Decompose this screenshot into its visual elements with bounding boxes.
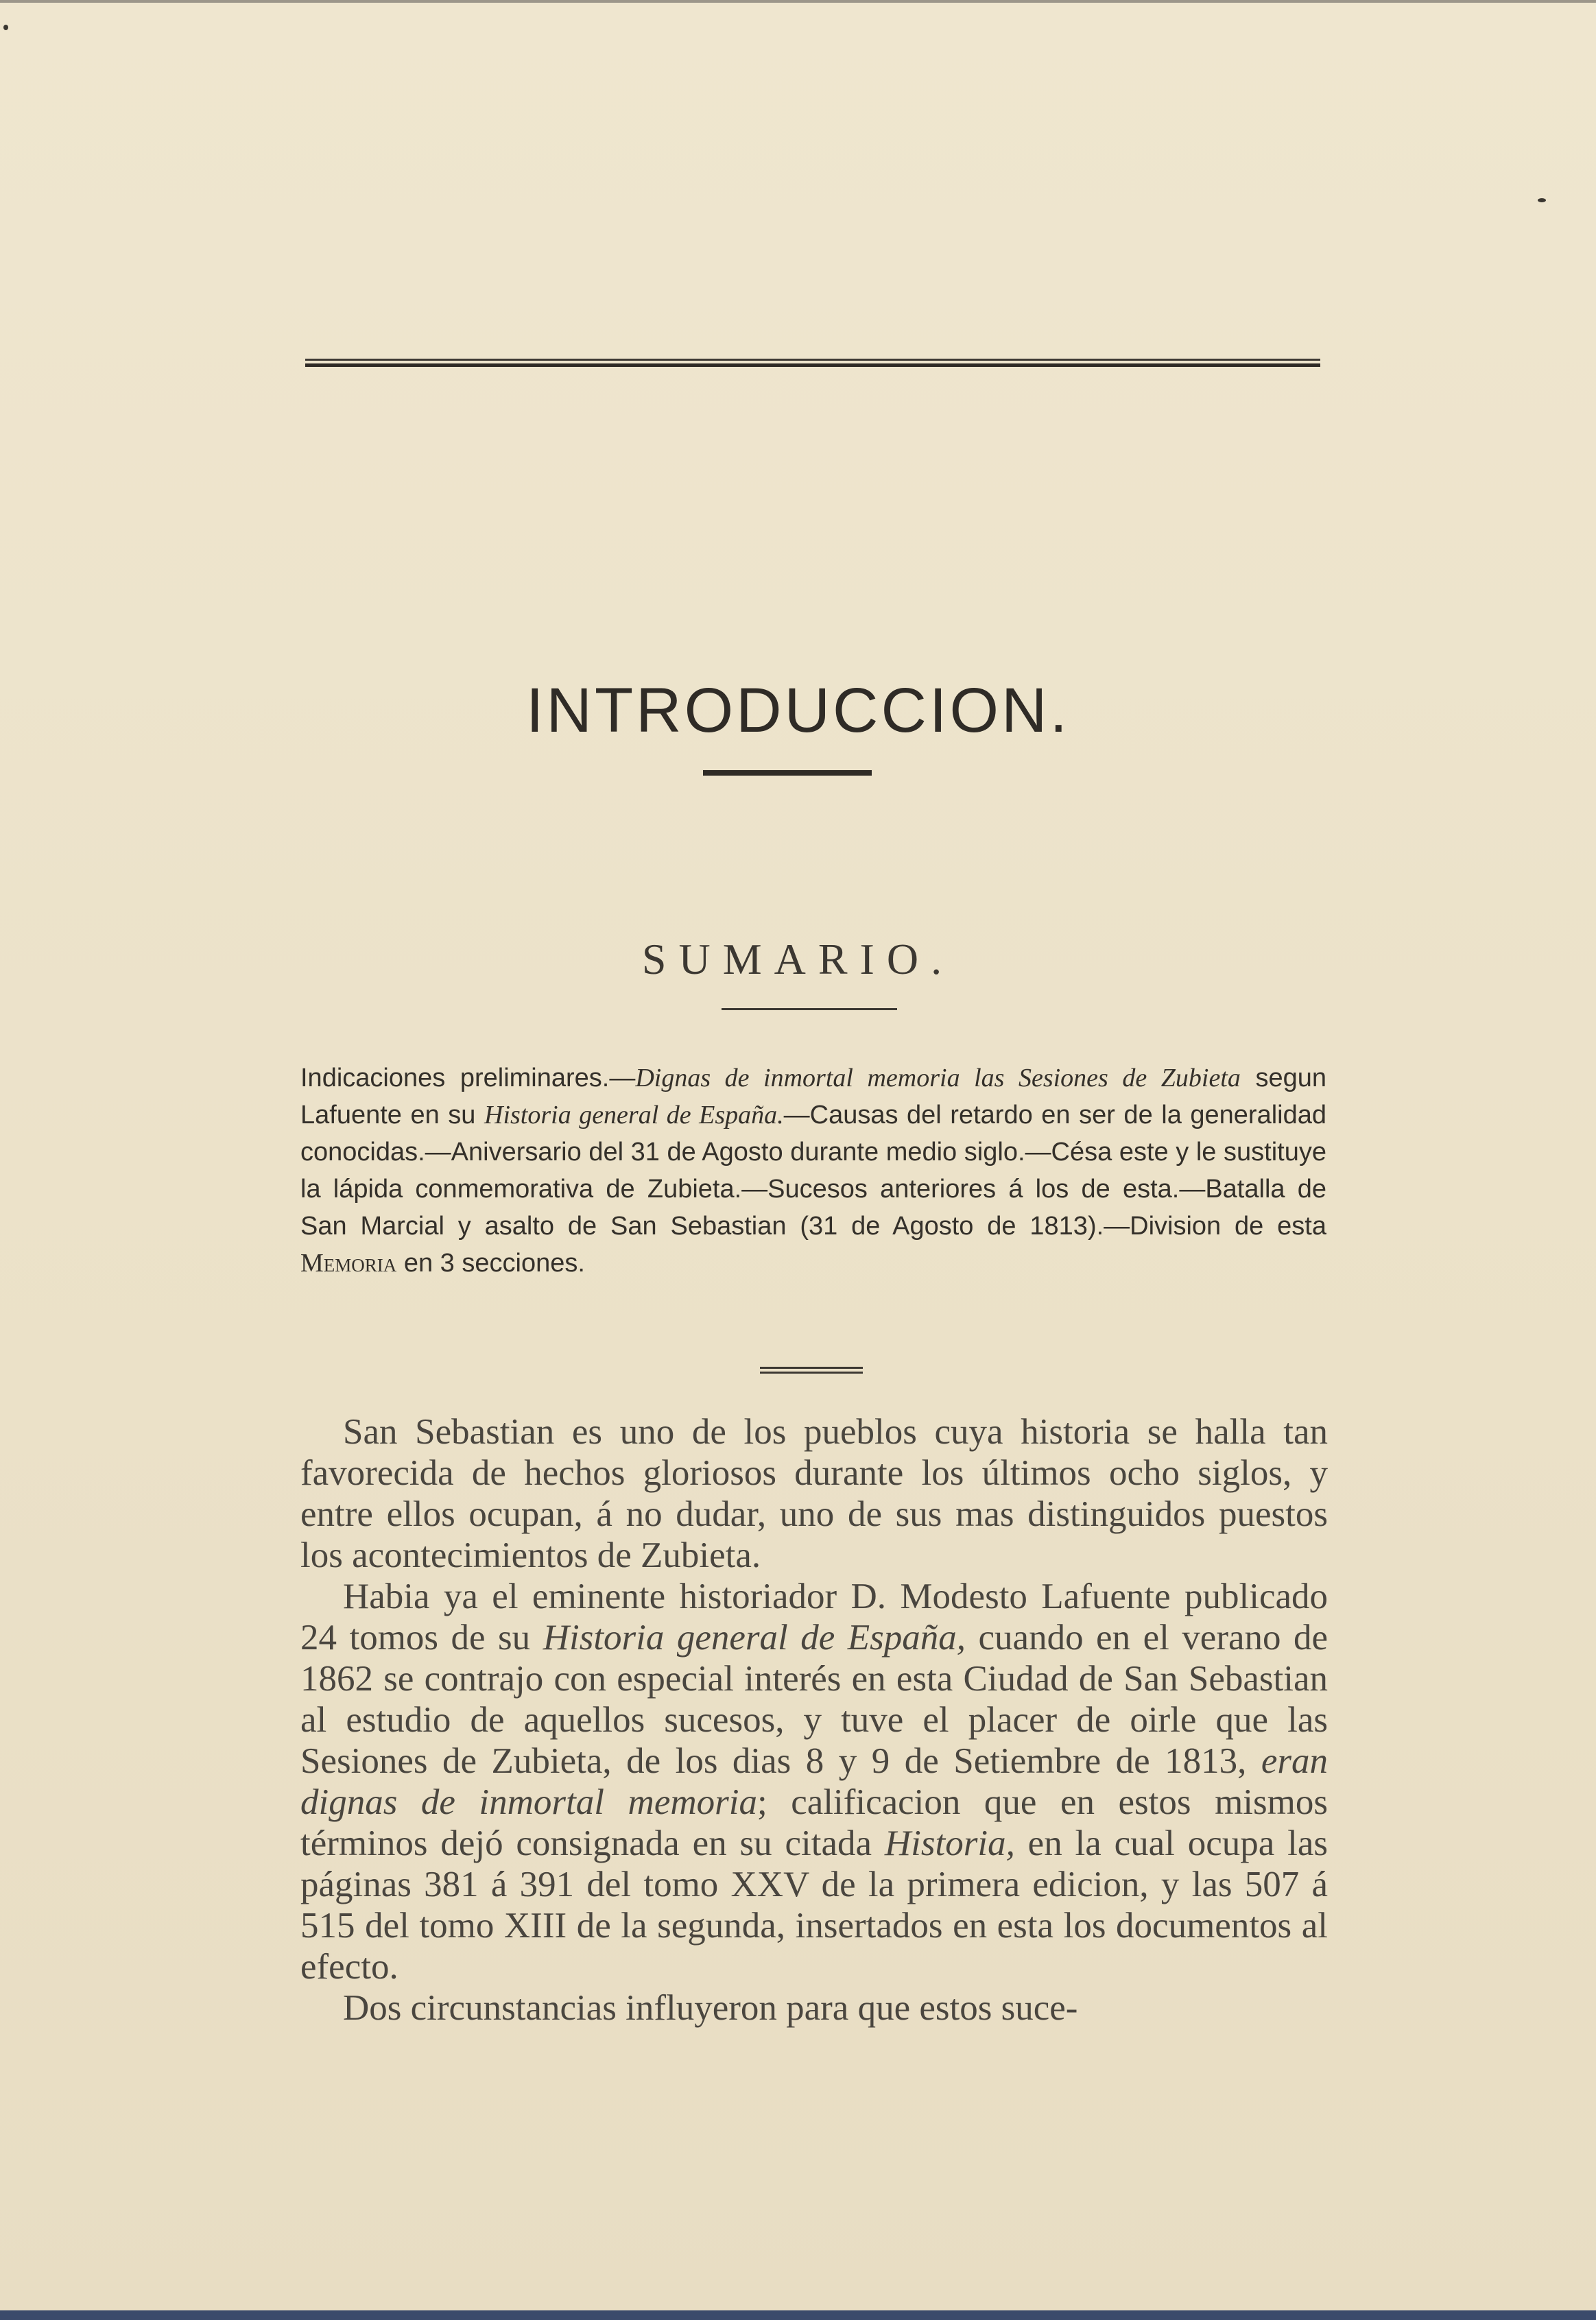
summary-italic-text: Dignas de inmortal memoria las Sesiones de Zubieta (635, 1064, 1241, 1092)
sumario-underline (722, 1008, 897, 1010)
divider-line (760, 1372, 863, 1374)
body-text (300, 1411, 1328, 2029)
body-text-run: Habia ya el eminente historiador D. Modesto Lafuente publicado 24 tomos de su (300, 1577, 1328, 1658)
page-title: INTRODUCCION. (525, 675, 1071, 745)
body-text-run: ; calificacion que en estos mismos términos dejó consignada en su citada (300, 1782, 1328, 1863)
body-text-run: cuando en el verano de 1862 se contrajo con especial interés en esta Ciudad de San Sebastian al estudio de aquellos sucesos, y tuve el placer de oirle que las Sesiones de Zubieta, de los dias 8 y 9 de Setiembre de 1813, (300, 1618, 1329, 1781)
header-rule-thin (305, 359, 1320, 361)
page-top-edge (0, 0, 1596, 3)
ink-speck (3, 25, 8, 30)
section-divider (760, 1367, 863, 1374)
summary-text: segun Lafuente en su (300, 1064, 1326, 1129)
summary-paragraph (300, 1060, 1326, 1282)
body-text-run: en la cual ocupa las páginas 381 á 391 del tomo XXV de la primera edicion, y las 507 á 515 del tomo XIII de la segunda, insertados en esta los documentos al efecto. (300, 1823, 1329, 1987)
sumario-heading: SUMARIO. (641, 935, 955, 983)
header-double-rule (305, 359, 1320, 367)
divider-line (760, 1367, 863, 1369)
body-paragraph: San Sebastian es uno de los pueblos cuya historia se halla tan favorecida de hechos gloriosos durante los últimos ocho siglos, y entre ellos ocupan, á no dudar, uno de sus mas distinguidos puestos los acontecimientos de Zubieta. (300, 1412, 1328, 1575)
title-underline (703, 770, 872, 776)
body-italic-run: eran dignas de inmortal memoria (300, 1741, 1328, 1822)
summary-text: Indicaciones preliminares.— (300, 1064, 636, 1092)
body-italic-run: Historia, (884, 1823, 1015, 1863)
ink-speck (1538, 198, 1546, 202)
page-bottom-edge (0, 2310, 1596, 2320)
body-paragraph: Dos circunstancias influyeron para que estos suce- (343, 1988, 1078, 2028)
header-rule-thick (305, 363, 1320, 367)
summary-italic-text: Historia general de España. (484, 1101, 784, 1129)
summary-smallcaps-text: Memoria (300, 1249, 397, 1278)
summary-text: en 3 secciones. (396, 1249, 585, 1278)
body-italic-run: Historia general de España, (543, 1618, 966, 1658)
body-paragraph (300, 1576, 1328, 1987)
summary-text: —Causas del retardo en ser de la generalidad conocidas.—Aniversario del 31 de Agosto durante medio siglo.—Césa este y le sustituye la lápida conmemorativa de Zubieta.—Sucesos anteriores á los de esta.—Batalla de San Marcial y asalto de San Sebastian (31 de Agosto de 1813).—Division de esta (300, 1101, 1326, 1241)
